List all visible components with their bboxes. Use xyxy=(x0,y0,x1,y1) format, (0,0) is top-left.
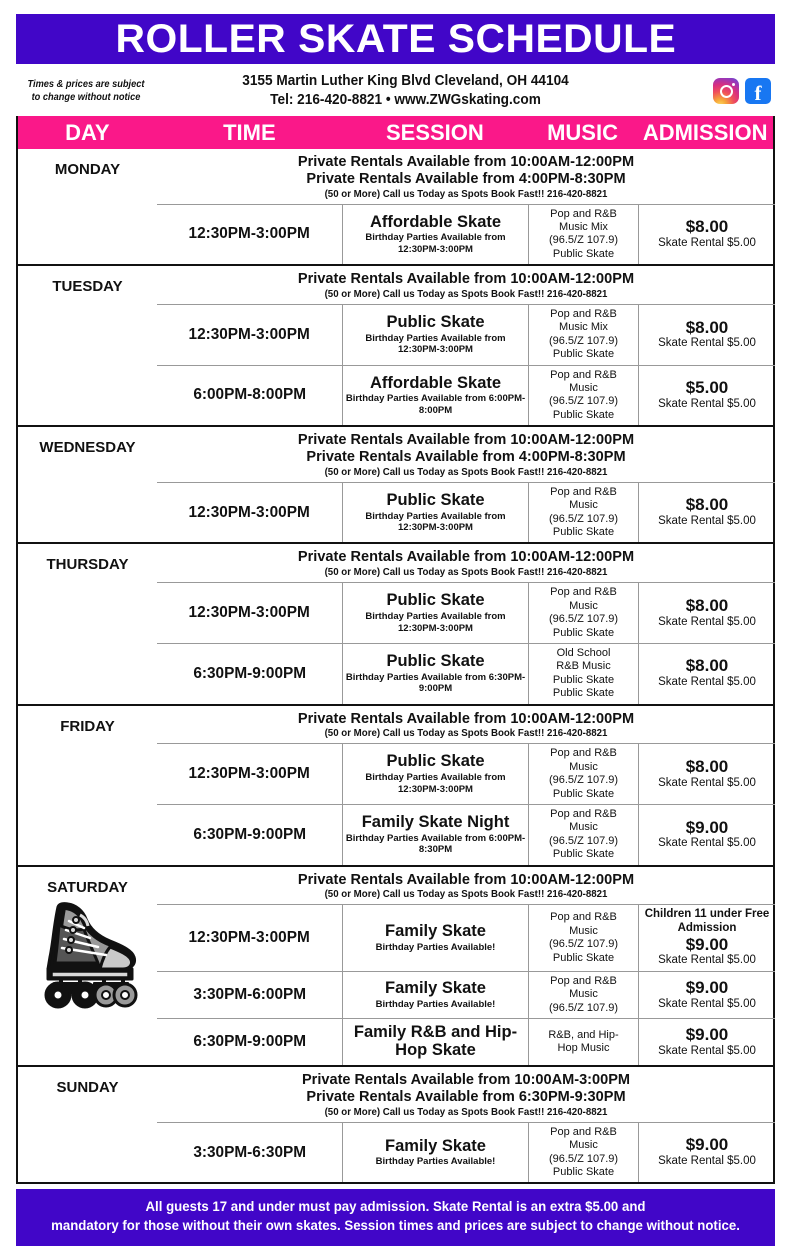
music-line: (96.5/Z 107.9) xyxy=(548,334,619,347)
day-name-text: TUESDAY xyxy=(52,278,123,296)
column-header-time: TIME xyxy=(223,119,276,145)
music-line: Music xyxy=(569,599,598,612)
session-title: Family Skate Night xyxy=(361,812,510,831)
day-block-friday xyxy=(18,704,773,865)
session-time: 12:30PM-3:00PM xyxy=(188,503,311,521)
music-line: Pop and R&B xyxy=(550,368,617,381)
session-time: 12:30PM-3:00PM xyxy=(188,929,311,947)
skate-rental-price: Skate Rental $5.00 xyxy=(658,954,756,967)
session-time: 6:30PM-9:00PM xyxy=(193,825,306,843)
phone-website-line: Tel: 216-420-8821 • www.ZWGskating.com xyxy=(270,92,541,108)
music-line: (96.5/Z 107.9) xyxy=(548,1001,619,1014)
day-block-sunday xyxy=(18,1065,773,1182)
session-subtitle: Birthday Parties Available from 6:00PM-8:00PM xyxy=(345,393,526,416)
skate-rental-price: Skate Rental $5.00 xyxy=(658,337,756,350)
session-title: Affordable Skate xyxy=(369,373,502,392)
music-cell xyxy=(529,305,639,365)
music-cell xyxy=(529,483,639,543)
session-time-cell xyxy=(157,805,343,865)
session-name-cell xyxy=(343,972,529,1018)
music-line: Music xyxy=(569,1139,598,1152)
rental-booking-note: (50 or More) Call us Today as Spots Book Fast!! 216-420-8821 xyxy=(324,188,608,200)
session-time: 3:30PM-6:00PM xyxy=(193,986,306,1004)
column-header-session: SESSION xyxy=(385,119,484,145)
private-rentals-block xyxy=(157,544,775,582)
session-subtitle: Birthday Parties Available from 6:30PM-9:00PM xyxy=(345,671,526,695)
day-content xyxy=(157,706,775,865)
day-block-tuesday xyxy=(18,264,773,425)
music-line: Pop and R&B xyxy=(550,974,617,987)
session-subtitle: Birthday Parties Available from 6:00PM-8:30PM xyxy=(345,832,526,856)
music-cell xyxy=(529,1019,639,1065)
music-line: (96.5/Z 107.9) xyxy=(548,1152,619,1165)
session-title: Family Skate xyxy=(385,1136,486,1155)
session-time-cell xyxy=(157,644,343,704)
session-name-cell xyxy=(343,305,529,365)
music-line: Public Skate xyxy=(552,526,615,539)
session-name-cell xyxy=(343,483,529,543)
day-content xyxy=(157,867,775,1066)
schedule-table xyxy=(16,116,775,1184)
session-time: 6:30PM-9:00PM xyxy=(193,664,306,682)
music-line: Pop and R&B xyxy=(550,586,617,599)
roller-skate-illustration xyxy=(28,895,148,1013)
music-line: (96.5/Z 107.9) xyxy=(548,834,619,847)
session-time-cell xyxy=(157,483,343,543)
admission-price: $8.00 xyxy=(685,317,729,337)
address-line: 3155 Martin Luther King Blvd Cleveland, OH 44104 xyxy=(242,73,569,90)
session-subtitle: Birthday Parties Available from 12:30PM-3:00PM xyxy=(365,510,506,534)
session-title: Public Skate xyxy=(386,313,485,332)
day-label-monday xyxy=(18,149,157,264)
private-rental-line: Private Rentals Available from 6:30PM-9:30PM xyxy=(306,1088,626,1105)
social-links xyxy=(655,78,775,104)
admission-cell xyxy=(639,972,775,1018)
music-line: Pop and R&B xyxy=(550,207,617,220)
music-line: (96.5/Z 107.9) xyxy=(548,938,619,951)
music-line: (96.5/Z 107.9) xyxy=(548,234,619,247)
session-row xyxy=(157,804,775,865)
session-subtitle: Birthday Parties Available! xyxy=(375,1156,496,1168)
music-line: Pop and R&B xyxy=(550,911,617,924)
session-name-cell xyxy=(343,644,529,704)
music-line: Public Skate xyxy=(552,687,615,700)
session-title: Family Skate xyxy=(385,978,486,997)
skate-rental-price: Skate Rental $5.00 xyxy=(658,615,756,628)
column-header-admission: ADMISSION xyxy=(642,119,768,145)
music-line: Music xyxy=(569,988,598,1001)
music-line: Music Mix xyxy=(559,321,608,334)
session-subtitle: Birthday Parties Available from 12:30PM-3:00PM xyxy=(365,611,506,634)
contact-info xyxy=(156,72,655,110)
session-row xyxy=(157,904,775,971)
music-line: Pop and R&B xyxy=(550,807,617,820)
day-name-text: THURSDAY xyxy=(46,556,129,574)
session-row xyxy=(157,365,775,426)
session-subtitle: Birthday Parties Available from 12:30PM-3:00PM xyxy=(365,332,506,356)
admission-price: $8.00 xyxy=(685,756,729,776)
admission-cell xyxy=(639,905,775,971)
day-label-wednesday xyxy=(18,427,157,542)
admission-cell xyxy=(639,644,775,704)
music-line: Music xyxy=(569,499,598,512)
day-content xyxy=(157,544,775,703)
skate-rental-price: Skate Rental $5.00 xyxy=(658,776,756,789)
admission-cell xyxy=(639,805,775,865)
music-line: Music xyxy=(569,382,598,395)
admission-cell xyxy=(639,205,775,265)
music-line: Music xyxy=(569,821,598,834)
day-block-saturday xyxy=(18,865,773,1066)
admission-cell xyxy=(639,1123,775,1183)
column-header-music: MUSIC xyxy=(547,119,618,145)
admission-price: $9.00 xyxy=(685,1135,729,1155)
private-rental-line: Private Rentals Available from 10:00AM-3:00PM xyxy=(301,1071,631,1089)
session-row xyxy=(157,743,775,804)
session-subtitle: Birthday Parties Available! xyxy=(375,998,496,1010)
day-label-friday xyxy=(18,706,157,865)
private-rentals-block xyxy=(157,427,775,482)
admission-price: $9.00 xyxy=(685,817,729,837)
private-rentals-block xyxy=(157,149,775,204)
page-title: ROLLER SKATE SCHEDULE xyxy=(115,17,676,61)
session-time-cell xyxy=(157,972,343,1018)
private-rental-line: Private Rentals Available from 4:00PM-8:30PM xyxy=(306,448,626,466)
session-time-cell xyxy=(157,305,343,365)
admission-cell xyxy=(639,305,775,365)
admission-cell xyxy=(639,366,775,426)
session-name-cell xyxy=(343,583,529,643)
session-title: Public Skate xyxy=(386,752,485,771)
skate-rental-price: Skate Rental $5.00 xyxy=(658,397,756,410)
session-time: 6:30PM-9:00PM xyxy=(193,1033,306,1051)
music-line: Music xyxy=(569,760,598,773)
day-content xyxy=(157,427,775,542)
music-line: Music Mix xyxy=(559,221,608,233)
private-rental-line: Private Rentals Available from 10:00AM-12:00PM xyxy=(297,270,635,288)
schedule-flyer xyxy=(0,14,791,1234)
day-block-wednesday xyxy=(18,425,773,542)
instagram-ring xyxy=(720,85,733,98)
day-block-thursday xyxy=(18,542,773,703)
session-name-cell xyxy=(343,905,529,971)
instagram-dot xyxy=(732,83,735,86)
session-time: 3:30PM-6:30PM xyxy=(193,1143,306,1161)
session-time-cell xyxy=(157,744,343,804)
price-change-notice: Times & prices are subject to change without notice xyxy=(27,77,145,103)
day-content xyxy=(157,1067,775,1182)
music-line: Pop and R&B xyxy=(550,308,617,321)
session-title: Public Skate xyxy=(386,651,485,670)
music-line: R&B Music xyxy=(556,660,611,673)
session-name-cell xyxy=(343,1123,529,1183)
day-name-text: SATURDAY xyxy=(47,878,128,896)
session-time: 12:30PM-3:00PM xyxy=(188,765,311,783)
private-rentals-block xyxy=(157,706,775,744)
session-subtitle: Birthday Parties Available from 12:30PM-3:00PM xyxy=(365,232,506,255)
skate-rental-price: Skate Rental $5.00 xyxy=(658,1044,756,1057)
session-time-cell xyxy=(157,205,343,265)
footer-line-2: mandatory for those without their own skates. Session times and prices are subject to change without notice. xyxy=(51,1218,740,1234)
skate-rental-price: Skate Rental $5.00 xyxy=(658,236,756,249)
day-label-sunday xyxy=(18,1067,157,1182)
music-cell xyxy=(529,583,639,643)
private-rental-line: Private Rentals Available from 4:00PM-8:30PM xyxy=(306,169,626,187)
private-rentals-block xyxy=(157,266,775,304)
music-line: Public Skate xyxy=(552,348,615,361)
rental-booking-note: (50 or More) Call us Today as Spots Book Fast!! 216-420-8821 xyxy=(324,466,608,478)
admission-price: $8.00 xyxy=(685,495,729,515)
day-name-text: SUNDAY xyxy=(56,1079,119,1097)
session-time: 12:30PM-3:00PM xyxy=(188,325,311,343)
session-name-cell xyxy=(343,366,529,426)
skate-rental-price: Skate Rental $5.00 xyxy=(658,997,756,1010)
session-title: Public Skate xyxy=(386,490,485,509)
day-content xyxy=(157,266,775,425)
footer-line-1: All guests 17 and under must pay admission. Skate Rental is an extra $5.00 and xyxy=(145,1199,646,1215)
session-title: Family Skate xyxy=(385,922,486,941)
admission-price: $9.00 xyxy=(685,1024,729,1044)
music-line: Public Skate xyxy=(552,247,615,260)
music-cell xyxy=(529,972,639,1018)
private-rental-line: Private Rentals Available from 10:00AM-12:00PM xyxy=(297,153,635,170)
day-label-tuesday xyxy=(18,266,157,425)
day-name-text: MONDAY xyxy=(54,161,121,178)
session-row xyxy=(157,1122,775,1183)
skate-rental-price: Skate Rental $5.00 xyxy=(658,1155,756,1168)
instagram-icon[interactable] xyxy=(713,78,739,104)
music-cell xyxy=(529,366,639,426)
session-time-cell xyxy=(157,905,343,971)
session-time-cell xyxy=(157,366,343,426)
music-line: R&B, and Hip- xyxy=(548,1028,619,1041)
music-line: Public Skate xyxy=(552,408,615,421)
session-time-cell xyxy=(157,583,343,643)
rental-booking-note: (50 or More) Call us Today as Spots Book Fast!! 216-420-8821 xyxy=(324,889,608,901)
session-time: 6:00PM-8:00PM xyxy=(193,386,306,404)
music-line: Public Skate xyxy=(552,787,615,800)
session-time-cell xyxy=(157,1123,343,1183)
column-header-day: DAY xyxy=(65,119,110,145)
music-line: (96.5/Z 107.9) xyxy=(548,395,619,408)
private-rental-line: Private Rentals Available from 10:00AM-12:00PM xyxy=(297,548,635,566)
session-row xyxy=(157,582,775,643)
music-line: Public Skate xyxy=(552,848,615,861)
music-line: Old School xyxy=(556,646,611,659)
private-rental-line: Private Rentals Available from 10:00AM-12:00PM xyxy=(297,870,635,888)
day-label-thursday xyxy=(18,544,157,703)
day-name-text: FRIDAY xyxy=(60,717,115,735)
session-row xyxy=(157,971,775,1018)
session-name-cell xyxy=(343,1019,529,1065)
music-cell xyxy=(529,1123,639,1183)
music-cell xyxy=(529,805,639,865)
skate-rental-price: Skate Rental $5.00 xyxy=(658,676,756,689)
music-line: Pop and R&B xyxy=(550,1125,617,1138)
admission-price: $8.00 xyxy=(685,656,729,676)
day-name-text: WEDNESDAY xyxy=(39,439,136,457)
admission-cell xyxy=(639,744,775,804)
admission-cell xyxy=(639,483,775,543)
column-header-row xyxy=(18,116,773,149)
session-name-cell xyxy=(343,805,529,865)
private-rental-line: Private Rentals Available from 10:00AM-12:00PM xyxy=(297,431,635,449)
day-label-saturday xyxy=(18,867,157,1066)
music-line: Pop and R&B xyxy=(550,485,617,498)
session-row xyxy=(157,643,775,704)
session-subtitle: Birthday Parties Available from 12:30PM-3:00PM xyxy=(365,772,506,795)
rental-booking-note: (50 or More) Call us Today as Spots Book Fast!! 216-420-8821 xyxy=(324,728,608,740)
session-row xyxy=(157,204,775,265)
admission-price: $8.00 xyxy=(685,595,729,615)
contact-bar xyxy=(16,64,775,116)
session-row xyxy=(157,482,775,543)
day-content xyxy=(157,149,775,264)
admission-price: $9.00 xyxy=(685,977,729,997)
music-line: Hop Music xyxy=(557,1042,610,1055)
music-line: (96.5/Z 107.9) xyxy=(548,512,619,525)
music-line: Pop and R&B xyxy=(550,747,617,760)
session-time: 12:30PM-3:00PM xyxy=(188,225,311,243)
rental-booking-note: (50 or More) Call us Today as Spots Book Fast!! 216-420-8821 xyxy=(324,1106,608,1118)
music-line: Music xyxy=(569,924,598,937)
session-name-cell xyxy=(343,205,529,265)
music-cell xyxy=(529,744,639,804)
footer-notice xyxy=(16,1189,775,1245)
skate-rental-price: Skate Rental $5.00 xyxy=(658,837,756,850)
skate-rental-price: Skate Rental $5.00 xyxy=(658,515,756,528)
private-rentals-block xyxy=(157,867,775,905)
rental-booking-note: (50 or More) Call us Today as Spots Book Fast!! 216-420-8821 xyxy=(324,567,608,579)
music-line: (96.5/Z 107.9) xyxy=(548,774,619,787)
session-time: 12:30PM-3:00PM xyxy=(188,604,311,622)
session-row xyxy=(157,304,775,365)
admission-price: $8.00 xyxy=(685,217,729,237)
music-cell xyxy=(529,644,639,704)
session-name-cell xyxy=(343,744,529,804)
music-line: (96.5/Z 107.9) xyxy=(548,613,619,626)
rental-booking-note: (50 or More) Call us Today as Spots Book Fast!! 216-420-8821 xyxy=(324,289,608,301)
admission-price: $9.00 xyxy=(685,934,729,954)
session-time-cell xyxy=(157,1019,343,1065)
music-line: Public Skate xyxy=(552,626,615,639)
session-subtitle: Birthday Parties Available! xyxy=(375,941,496,953)
music-line: Public Skate xyxy=(552,951,615,964)
session-row xyxy=(157,1018,775,1065)
admission-cell xyxy=(639,1019,775,1065)
title-banner xyxy=(16,14,775,64)
facebook-icon[interactable]: f xyxy=(745,78,771,104)
session-title: Family R&B and Hip-Hop Skate xyxy=(353,1023,518,1060)
music-cell xyxy=(529,205,639,265)
music-cell xyxy=(529,905,639,971)
private-rental-line: Private Rentals Available from 10:00AM-12:00PM xyxy=(297,709,635,727)
session-title: Affordable Skate xyxy=(369,212,502,231)
session-title: Public Skate xyxy=(386,591,485,610)
day-block-monday xyxy=(18,149,773,264)
admission-note: Children 11 under Free Admission xyxy=(644,908,770,934)
private-rentals-block xyxy=(157,1067,775,1122)
music-line: Public Skate xyxy=(552,1166,615,1179)
admission-price: $5.00 xyxy=(685,378,729,398)
music-line: Public Skate xyxy=(552,673,615,686)
admission-cell xyxy=(639,583,775,643)
